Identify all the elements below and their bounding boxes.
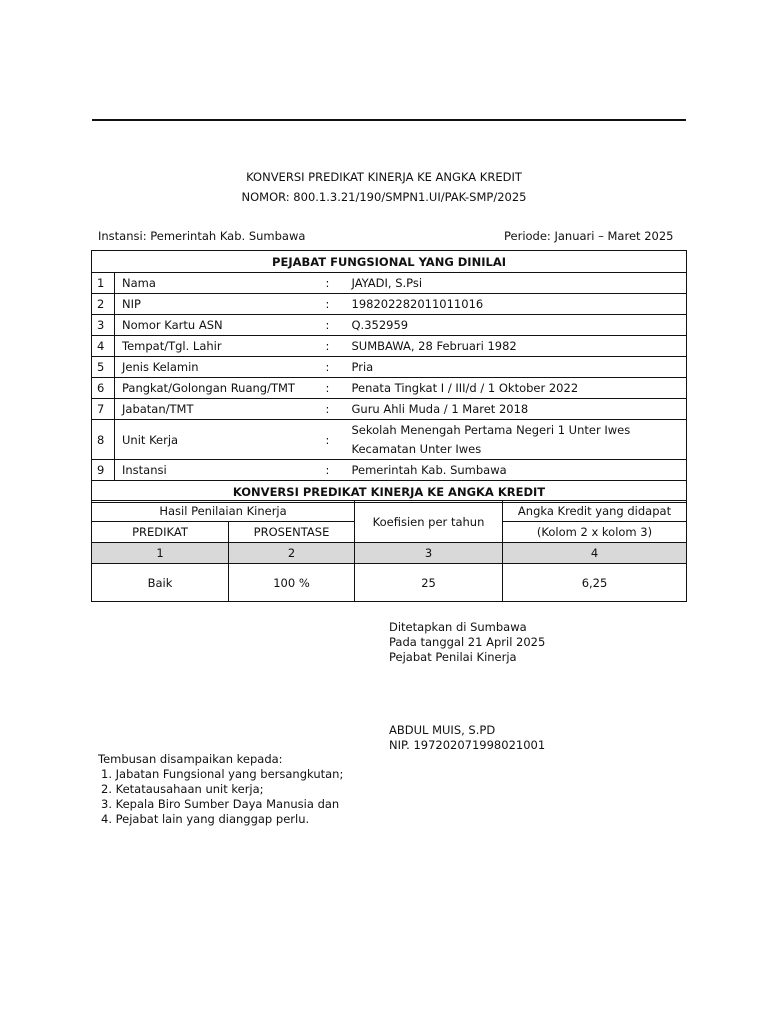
- row-value: Q.352959: [344, 315, 687, 336]
- signatory-block: [389, 723, 545, 753]
- row-label: Nomor Kartu ASN: [115, 315, 326, 336]
- signature-block: [389, 620, 545, 665]
- row-number: 5: [92, 357, 115, 378]
- header-rule: [92, 119, 686, 121]
- predikat-value: Baik: [92, 564, 229, 602]
- list-item: 4. Pejabat lain yang dianggap perlu.: [101, 812, 310, 826]
- column-number: 4: [503, 543, 687, 564]
- konversi-table: [91, 500, 687, 602]
- signature-place: Ditetapkan di Sumbawa: [389, 620, 527, 634]
- row-label: Instansi: [115, 460, 326, 481]
- signatory-nip: NIP. 197202071998021001: [389, 738, 546, 752]
- signature-role: Pejabat Penilai Kinerja: [389, 650, 517, 664]
- row-colon: :: [326, 336, 344, 357]
- signature-date: Pada tanggal 21 April 2025: [389, 635, 546, 649]
- row-colon: :: [326, 273, 344, 294]
- row-label: Pangkat/Golongan Ruang/TMT: [115, 378, 326, 399]
- signatory-name: ABDUL MUIS, S.PD: [389, 723, 496, 737]
- koefisien-value: 25: [355, 564, 503, 602]
- table-row: [92, 564, 687, 602]
- angka-kredit-value: 6,25: [503, 564, 687, 602]
- row-colon: :: [326, 420, 344, 460]
- row-value: Penata Tingkat I / III/d / 1 Oktober 2022: [344, 378, 687, 399]
- list-item: 1. Jabatan Fungsional yang bersangkutan;: [101, 767, 344, 781]
- row-number: 6: [92, 378, 115, 399]
- periode-label: Periode: Januari – Maret 2025: [504, 229, 674, 243]
- tembusan-block: [98, 752, 343, 827]
- konversi-heading: KONVERSI PREDIKAT KINERJA KE ANGKA KREDIT: [92, 481, 687, 503]
- row-colon: :: [326, 399, 344, 420]
- table-row: [92, 420, 687, 460]
- row-number: 4: [92, 336, 115, 357]
- list-item: 2. Ketatausahaan unit kerja;: [101, 782, 264, 796]
- row-value: Pemerintah Kab. Sumbawa: [344, 460, 687, 481]
- row-colon: :: [326, 378, 344, 399]
- row-number: 7: [92, 399, 115, 420]
- pejabat-table: [91, 250, 687, 503]
- document-title: KONVERSI PREDIKAT KINERJA KE ANGKA KREDIT: [246, 170, 522, 184]
- row-value: Guru Ahli Muda / 1 Maret 2018: [344, 399, 687, 420]
- row-value: SUMBAWA, 28 Februari 1982: [344, 336, 687, 357]
- document-number: NOMOR: 800.1.3.21/190/SMPN1.UI/PAK-SMP/2025: [241, 190, 527, 204]
- prosentase-header: PROSENTASE: [229, 522, 355, 543]
- row-number: 1: [92, 273, 115, 294]
- row-number: 9: [92, 460, 115, 481]
- table-row: [92, 315, 687, 336]
- angka-kredit-header: Angka Kredit yang didapat: [503, 501, 687, 522]
- row-value: 198202282011011016: [344, 294, 687, 315]
- row-number: 8: [92, 420, 115, 460]
- kolom-formula-header: (Kolom 2 x kolom 3): [503, 522, 687, 543]
- prosentase-value: 100 %: [229, 564, 355, 602]
- row-colon: :: [326, 357, 344, 378]
- row-number: 3: [92, 315, 115, 336]
- pejabat-heading: PEJABAT FUNGSIONAL YANG DINILAI: [92, 251, 687, 273]
- hasil-penilaian-header: Hasil Penilaian Kinerja: [92, 501, 355, 522]
- predikat-header: PREDIKAT: [92, 522, 229, 543]
- row-value: JAYADI, S.Psi: [344, 273, 687, 294]
- row-value: Pria: [344, 357, 687, 378]
- row-label: Jenis Kelamin: [115, 357, 326, 378]
- row-colon: :: [326, 294, 344, 315]
- koefisien-header: Koefisien per tahun: [355, 501, 503, 543]
- list-item: 3. Kepala Biro Sumber Daya Manusia dan: [101, 797, 340, 811]
- column-number-row: [92, 543, 687, 564]
- unit-kerja-line-1: Sekolah Menengah Pertama Negeri 1 Unter Iwes: [351, 422, 631, 437]
- table-row: [92, 273, 687, 294]
- tembusan-heading: Tembusan disampaikan kepada:: [98, 752, 283, 766]
- instansi-label: Instansi: Pemerintah Kab. Sumbawa: [98, 229, 306, 243]
- unit-kerja-line-2: Kecamatan Unter Iwes: [351, 441, 482, 456]
- row-label: NIP: [115, 294, 326, 315]
- table-row: [92, 294, 687, 315]
- row-label: Unit Kerja: [115, 420, 326, 460]
- row-colon: :: [326, 460, 344, 481]
- row-number: 2: [92, 294, 115, 315]
- row-label: Jabatan/TMT: [115, 399, 326, 420]
- row-label: Nama: [115, 273, 326, 294]
- table-row: [92, 460, 687, 481]
- table-row: [92, 378, 687, 399]
- column-number: 3: [355, 543, 503, 564]
- column-number: 2: [229, 543, 355, 564]
- table-row: [92, 336, 687, 357]
- table-row: [92, 357, 687, 378]
- row-colon: :: [326, 315, 344, 336]
- table-row: [92, 399, 687, 420]
- row-label: Tempat/Tgl. Lahir: [115, 336, 326, 357]
- row-value: [344, 420, 687, 460]
- column-number: 1: [92, 543, 229, 564]
